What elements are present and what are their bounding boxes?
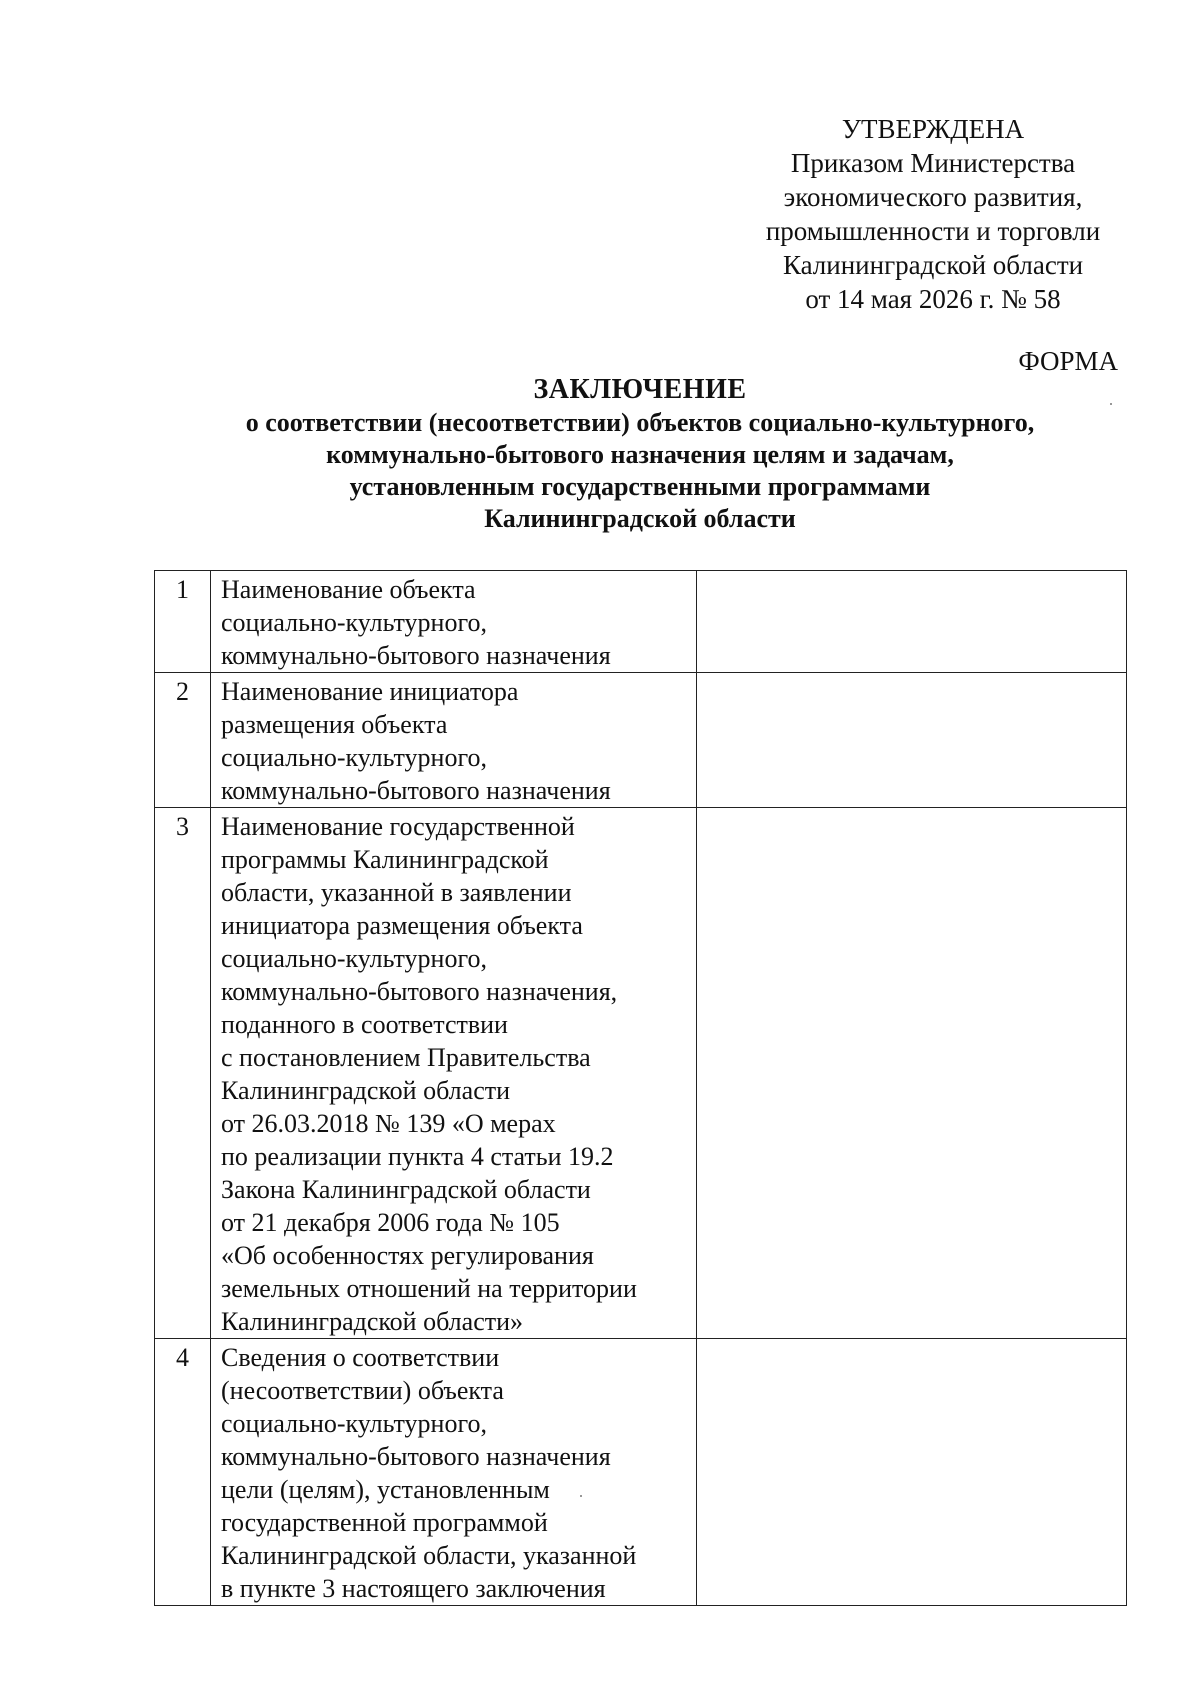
row-description: Наименование инициатора размещения объекта социально-культурного, коммунально-бытового назначения [211,673,697,808]
approval-line: УТВЕРЖДЕНА [841,114,1025,144]
row-value-field[interactable] [697,673,1127,808]
table-row [155,1339,1127,1606]
row-value-field[interactable] [697,571,1127,673]
approval-line: от 14 мая 2026 г. № 58 [805,284,1061,314]
approval-stamp [748,112,1118,316]
conclusion-form-table [154,570,1127,1606]
approval-line: Калининградской области [782,250,1084,280]
title-block [150,373,1130,535]
row-description: Наименование государственной программы Калининградской области, указанной в заявлении инициатора размещения объекта социально-культурного, коммунально-бытового назначения, поданного в соответствии с постановлением Правительства Калининградской области от 26.03.2018 № 139 «О мерах по реализации пункта 4 статьи 19.2 Закона Калининградской области от 21 декабря 2006 года № 105 «Об особенностях регулирования земельных отношений на территории Калининградской области» [211,808,697,1339]
subtitle-line: о соответствии (несоответствии) объектов социально-культурного, [245,408,1035,437]
row-number: 3 [155,808,211,1339]
row-value-field[interactable] [697,1339,1127,1606]
scan-artifact [1110,403,1112,405]
row-number: 4 [155,1339,211,1606]
form-label: ФОРМА [1018,346,1118,376]
row-description: Сведения о соответствии (несоответствии) объекта социально-культурного, коммунально-бытового назначения цели (целям), установленным государственной программой Калининградской области, указанной в пункте 3 настоящего заключения [211,1339,697,1606]
subtitle-line: коммунально-бытового назначения целям и задачам, [326,440,954,469]
document-title: ЗАКЛЮЧЕНИЕ [533,374,747,405]
table-row [155,673,1127,808]
approval-line: Приказом Министерства [790,148,1076,178]
approval-line: промышленности и торговли [765,216,1101,246]
row-description: Наименование объекта социально-культурного, коммунально-бытового назначения [211,571,697,673]
row-value-field[interactable] [697,808,1127,1339]
row-number: 2 [155,673,211,808]
subtitle-line: Калининградской области [484,504,796,533]
document-subtitle [150,407,1130,535]
table-row [155,808,1127,1339]
approval-line: экономического развития, [783,182,1083,212]
scan-artifact [580,1495,582,1497]
table-row [155,571,1127,673]
subtitle-line: установленным государственными программами [349,472,931,501]
row-number: 1 [155,571,211,673]
